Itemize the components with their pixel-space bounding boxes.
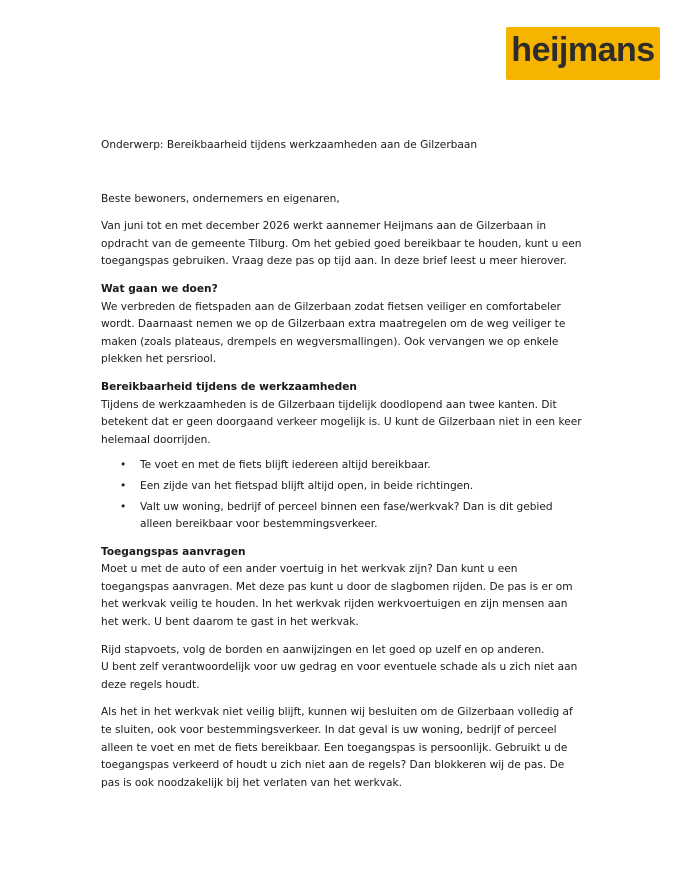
rules-paragraph	[101, 642, 586, 695]
heijmans-logo	[506, 27, 660, 80]
section-heading: Toegangspas aanvragen	[101, 545, 246, 558]
section-accessibility	[101, 379, 586, 534]
section-heading: Wat gaan we doen?	[101, 282, 218, 295]
section-what	[101, 281, 586, 369]
intro-paragraph: Van juni tot en met december 2026 werkt aannemer Heijmans aan de Gilzerbaan in opdracht van de gemeente Tilburg. Om het gebied goed bereikbaar te houden, kunt u een toegangspas gebruiken. Vraag deze pas op tijd aan. In deze brief leest u meer hierover.	[101, 220, 582, 268]
list-item: • Valt uw woning, bedrijf of perceel binnen een fase/werkvak? Dan is dit gebied alleen bereikbaar voor bestemmingsverkeer.	[140, 499, 586, 534]
section-heading: Bereikbaarheid tijdens de werkzaamheden	[101, 380, 357, 393]
bullet-list	[101, 457, 586, 533]
section-text: Moet u met de auto of een ander voertuig in het werkvak zijn? Dan kunt u een toegangspas aanvragen. Met deze pas kunt u door de slagbomen rijden. De pas is er om het werkvak veilig te houden. In het werkvak rijden werkvoertuigen en zijn mensen aan het werk. U bent daarom te gast in het werkvak.	[101, 563, 573, 629]
closing-paragraph: Als het in het werkvak niet veilig blijft, kunnen wij besluiten om de Gilzerbaan volledig af te sluiten, ook voor bestemmingsverkeer. In dat geval is uw woning, bedrijf of perceel alleen te voet en met de fiets bereikbaar. Een toegangspas is persoonlijk. Gebruikt u de toegangspas verkeerd of houdt u zich niet aan de regels? Dan blokkeren wij de pas. De pas is ook noodzakelijk bij het verlaten van het werkvak.	[101, 706, 573, 789]
section-access-pass	[101, 544, 586, 632]
section-text: Tijdens de werkzaamheden is de Gilzerbaan tijdelijk doodlopend aan twee kanten. Dit betekent dat er geen doorgaand verkeer mogelijk is. U kunt de Gilzerbaan niet in een keer helemaal doorrijden.	[101, 398, 582, 446]
logo-text: heijmans	[511, 31, 655, 69]
rules-line: U bent zelf verantwoordelijk voor uw gedrag en voor eventuele schade als u zich niet aan deze regels houdt.	[101, 661, 578, 691]
greeting: Beste bewoners, ondernemers en eigenaren,	[101, 192, 340, 205]
rules-line: Rijd stapvoets, volg de borden en aanwijzingen en let goed op uzelf en op anderen.	[101, 643, 545, 656]
section-text: We verbreden de fietspaden aan de Gilzerbaan zodat fietsen veiliger en comfortabeler wordt. Daarnaast nemen we op de Gilzerbaan extra maatregelen om de weg veiliger te maken (zoals plateaus, drempels en wegversmallingen). Ook vervangen we op enkele plekken het persriool.	[101, 300, 566, 366]
list-item: • Een zijde van het fietspad blijft altijd open, in beide richtingen.	[140, 478, 586, 496]
subject-line: Onderwerp: Bereikbaarheid tijdens werkzaamheden aan de Gilzerbaan	[101, 139, 478, 151]
list-item: • Te voet en met de fiets blijft iedereen altijd bereikbaar.	[140, 457, 586, 475]
letter-body	[101, 137, 586, 802]
